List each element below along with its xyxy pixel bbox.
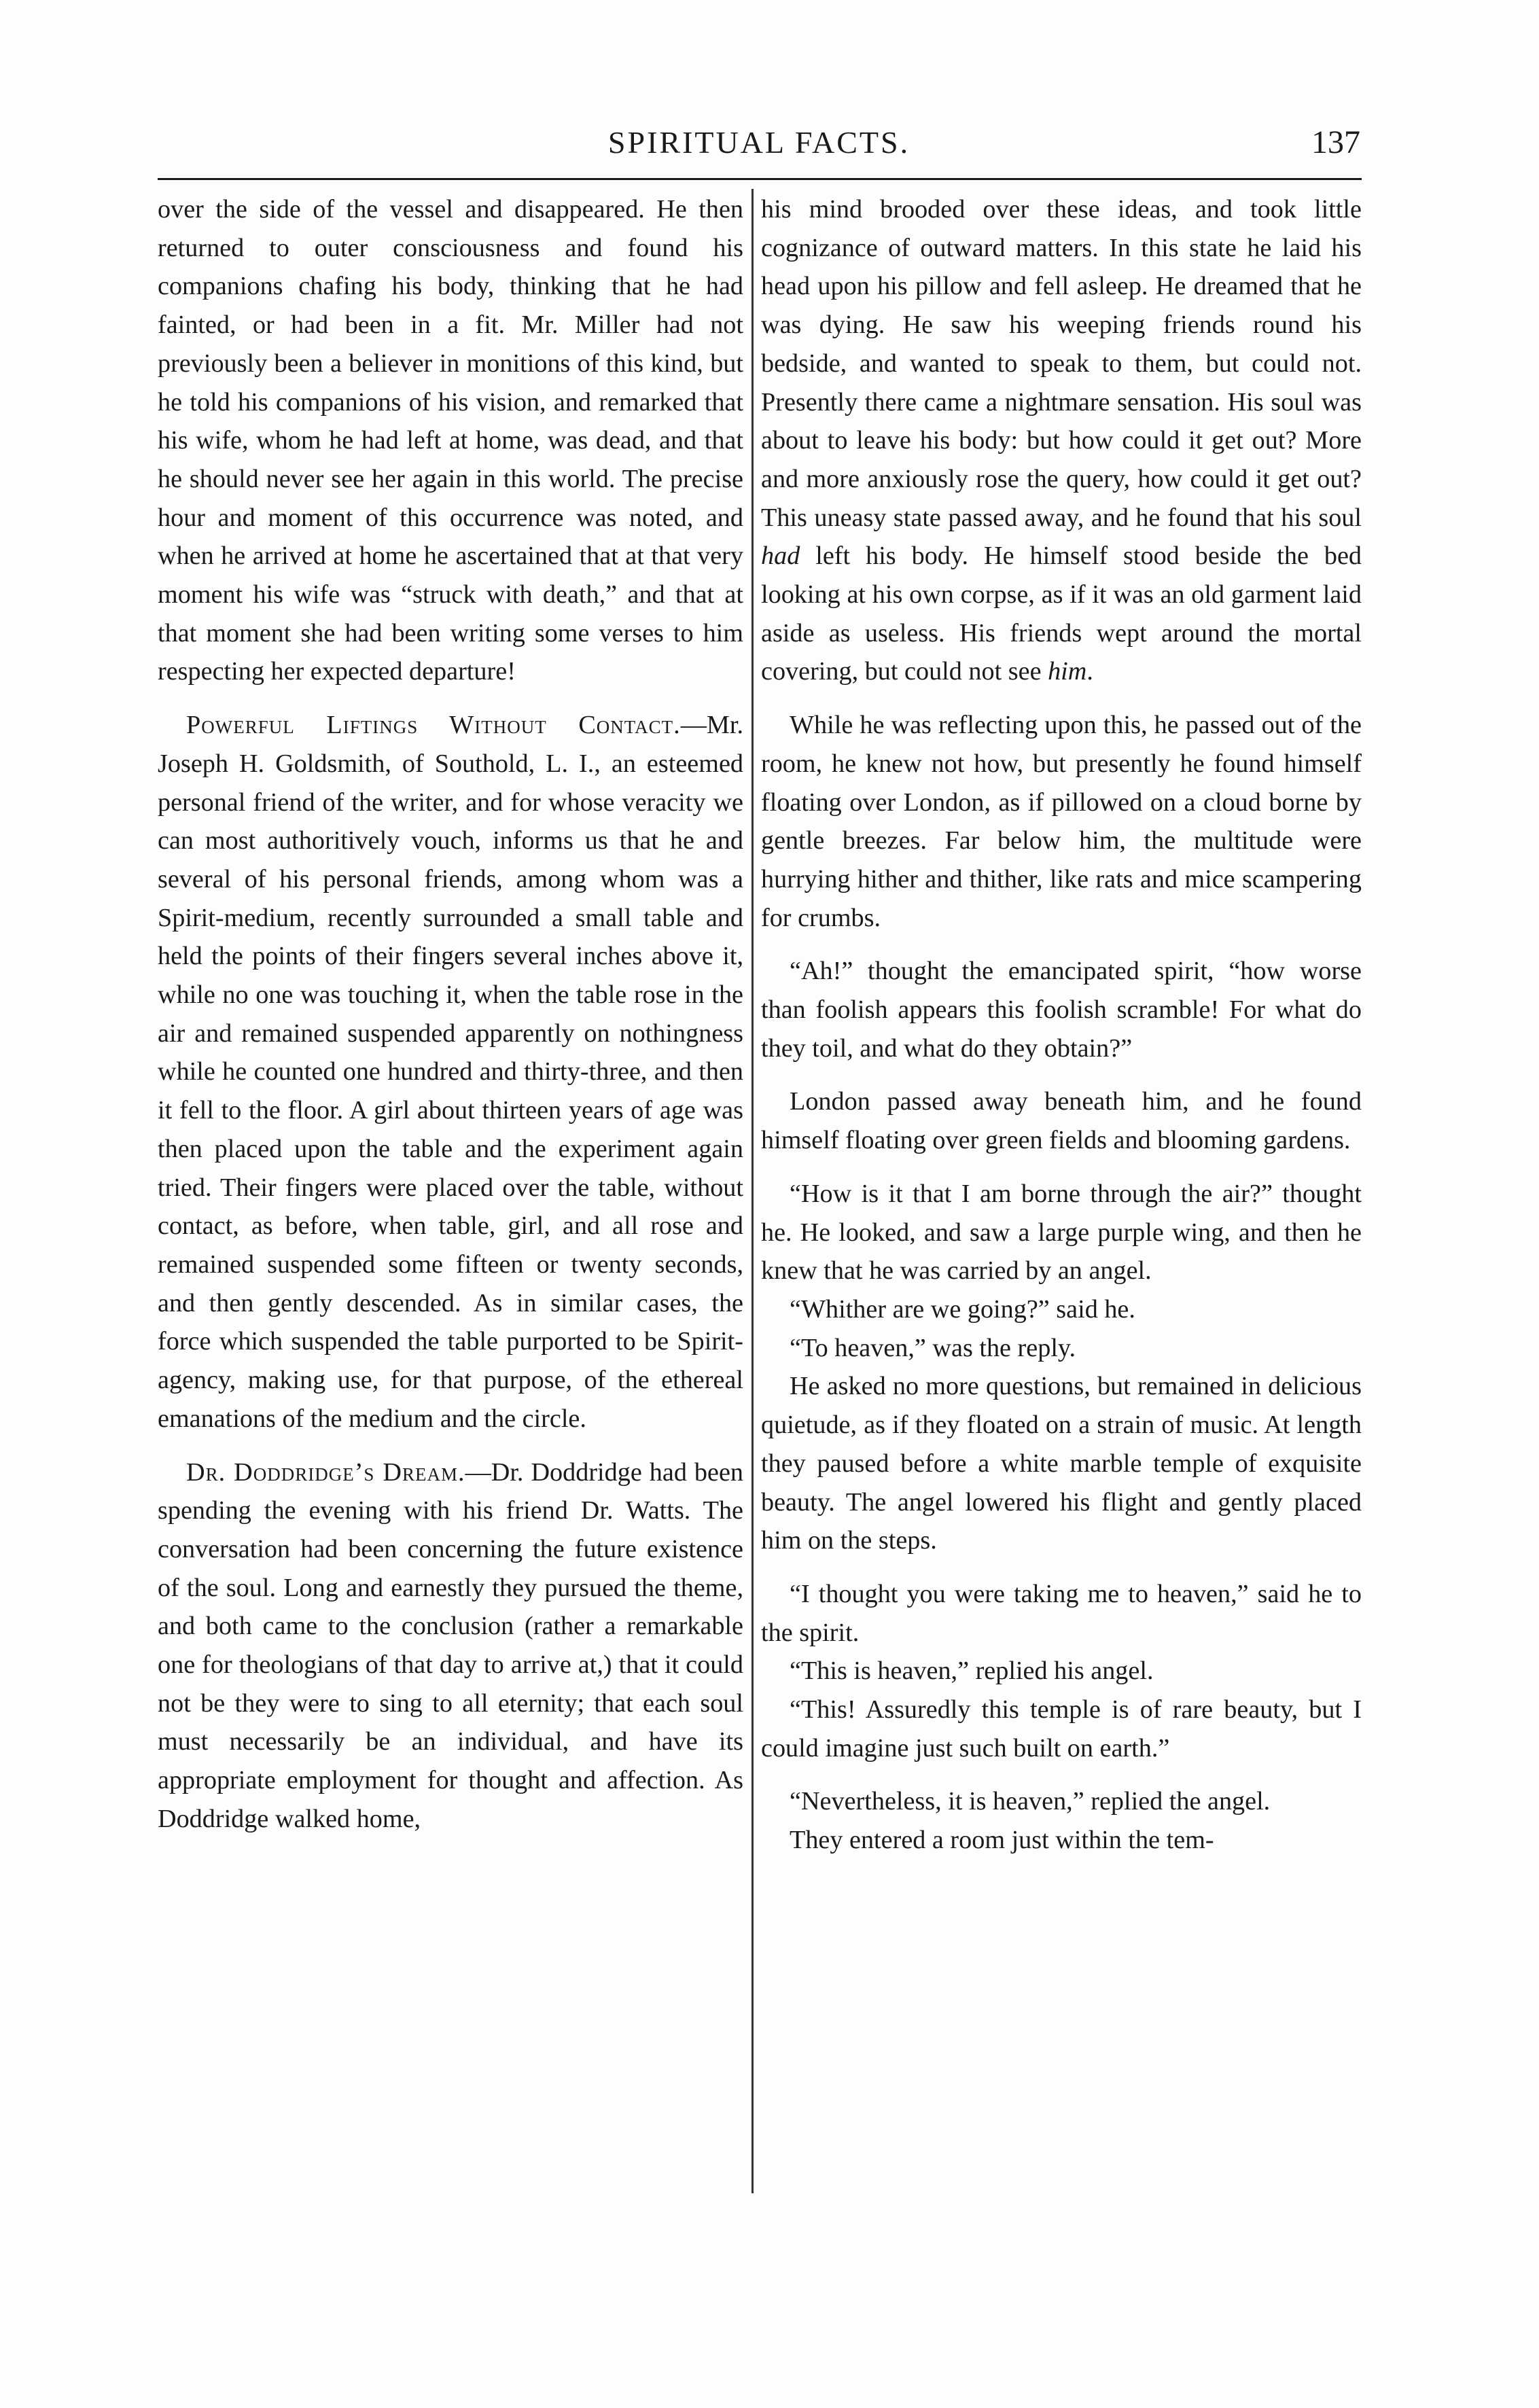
paragraph-london: While he was reflecting upon this, he passed out of the room, he knew not how, but presently he found himself floating over London, as if pillowed on a cloud borne by gentle breezes. Far below him, the multitude were hurrying hither and thither, like rats and mice scampering for crumbs. [761, 711, 1362, 932]
paragraph-borne-air: “How is it that I am borne through the air?” thought he. He looked, and saw a large purple wing, and then he knew that he was carried by an angel. [761, 1179, 1362, 1286]
column-divider [751, 189, 754, 2193]
paragraph-whither: “Whither are we going?” said he. [790, 1294, 1135, 1324]
paragraph-vision-continued: over the side of the vessel and disappeared. He then returned to outer consciousness and found his companions chafing his body, thinking that he had fainted, or had been in a fit. Mr. Miller had not previously been a believer in monitions of this kind, but he told his companions of his vision, and remarked that his wife, whom he had left at home, was dead, and that he should never see her again in this world. The precise hour and moment of this occurrence was noted, and when he arrived at home he ascertained that at that very moment his wife was “struck with death,” and that at that moment she had been writing some verses to him respecting her expected departure! [158, 195, 743, 686]
left-column [158, 190, 743, 1839]
paragraph-thought-heaven: “I thought you were taking me to heaven,” said he to the spirit. [761, 1579, 1362, 1647]
right-column [761, 190, 1362, 1860]
header-rule [158, 178, 1362, 180]
paragraph-to-heaven: “To heaven,” was the reply. [790, 1333, 1076, 1362]
text-run: left his body. He himself stood beside the bed looking at his own corpse, as if it was an old garment laid aside as useless. His friends wept around the mortal covering, but could not see [761, 542, 1362, 686]
running-head: SPIRITUAL FACTS. [607, 125, 910, 160]
paragraph-dream-narrative [761, 190, 1362, 691]
paragraph-this-is-heaven: “This is heaven,” replied his angel. [790, 1657, 1154, 1686]
page-header [158, 116, 1360, 170]
italic-word-had: had [761, 542, 800, 571]
paragraph-no-more-questions: He asked no more questions, but remained in delicious quietude, as if they floated on a strain of music. At length they paused before a white marble temple of exquisite beauty. The angel lowered his flight and gently placed him on the steps. [761, 1372, 1362, 1555]
paragraph-doddridge-dream-body: —Dr. Doddridge had been spending the evening with his friend Dr. Watts. The conversation had been concerning the future existence of the soul. Long and earnestly they pursued the theme, and both came to the conclusion (rather a remarkable one for theologians of that day to arrive at,) that it could not be they were to sing to all eternity; that each soul must necessarily be an individual, and have its appropriate employment for thought and affection. As Doddridge walked home, [158, 1457, 744, 1833]
paragraph-ah-thought: “Ah!” thought the emancipated spirit, “how worse than foolish appears this foolish scramble! For what do they toil, and what do they obtain?” [761, 957, 1362, 1063]
paragraph-powerful-liftings [158, 706, 743, 1438]
paragraph-powerful-liftings-body: —Mr. Joseph H. Goldsmith, of Southold, L. I., an esteemed personal friend of the writer, and for whose veracity we can most authoritively vouch, informs us that he and several of his personal friends, among whom was a Spirit-medium, recently surrounded a small table and held the points of their fingers several inches above it, while no one was touching it, when the table rose in the air and remained suspended apparently on nothingness while he counted one hundred and thirty-three, and then it fell to the floor. A girl about thirteen years of age was then placed upon the table and the experiment again tried. Their fingers were placed over the table, without contact, as before, when table, girl, and all rose and remained suspended some fifteen or twenty seconds, and then gently descended. As in similar cases, the force which suspended the table purported to be Spirit-agency, making use, for that purpose, of the ethereal emanations of the medium and the circle. [158, 711, 743, 1433]
paragraph-doddridge-dream [158, 1453, 743, 1839]
page-number: 137 [1311, 124, 1360, 160]
section-heading-powerful-liftings: Powerful Liftings Without Contact. [186, 711, 681, 740]
italic-word-him: him [1048, 657, 1087, 686]
text-run: . [1086, 657, 1093, 686]
section-heading-doddridge-dream: Dr. Doddridge’s Dream. [186, 1457, 465, 1487]
paragraph-entered-room: They entered a room just within the tem- [790, 1826, 1214, 1855]
paragraph-london-passed: London passed away beneath him, and he found himself floating over green fields and blooming gardens. [761, 1087, 1362, 1155]
paragraph-nevertheless: “Nevertheless, it is heaven,” replied the angel. [790, 1787, 1271, 1816]
text-run: his mind brooded over these ideas, and took little cognizance of outward matters. In this state he laid his head upon his pillow and fell asleep. He dreamed that he was dying. He saw his weeping friends round his bedside, and wanted to speak to them, but could not. Presently there came a nightmare sensation. His soul was about to leave his body: but how could it get out? More and more anxiously rose the query, how could it get out? This uneasy state passed away, and he found that his soul [761, 195, 1362, 532]
paragraph-assuredly: “This! Assuredly this temple is of rare beauty, but I could imagine just such built on earth.” [761, 1695, 1362, 1763]
